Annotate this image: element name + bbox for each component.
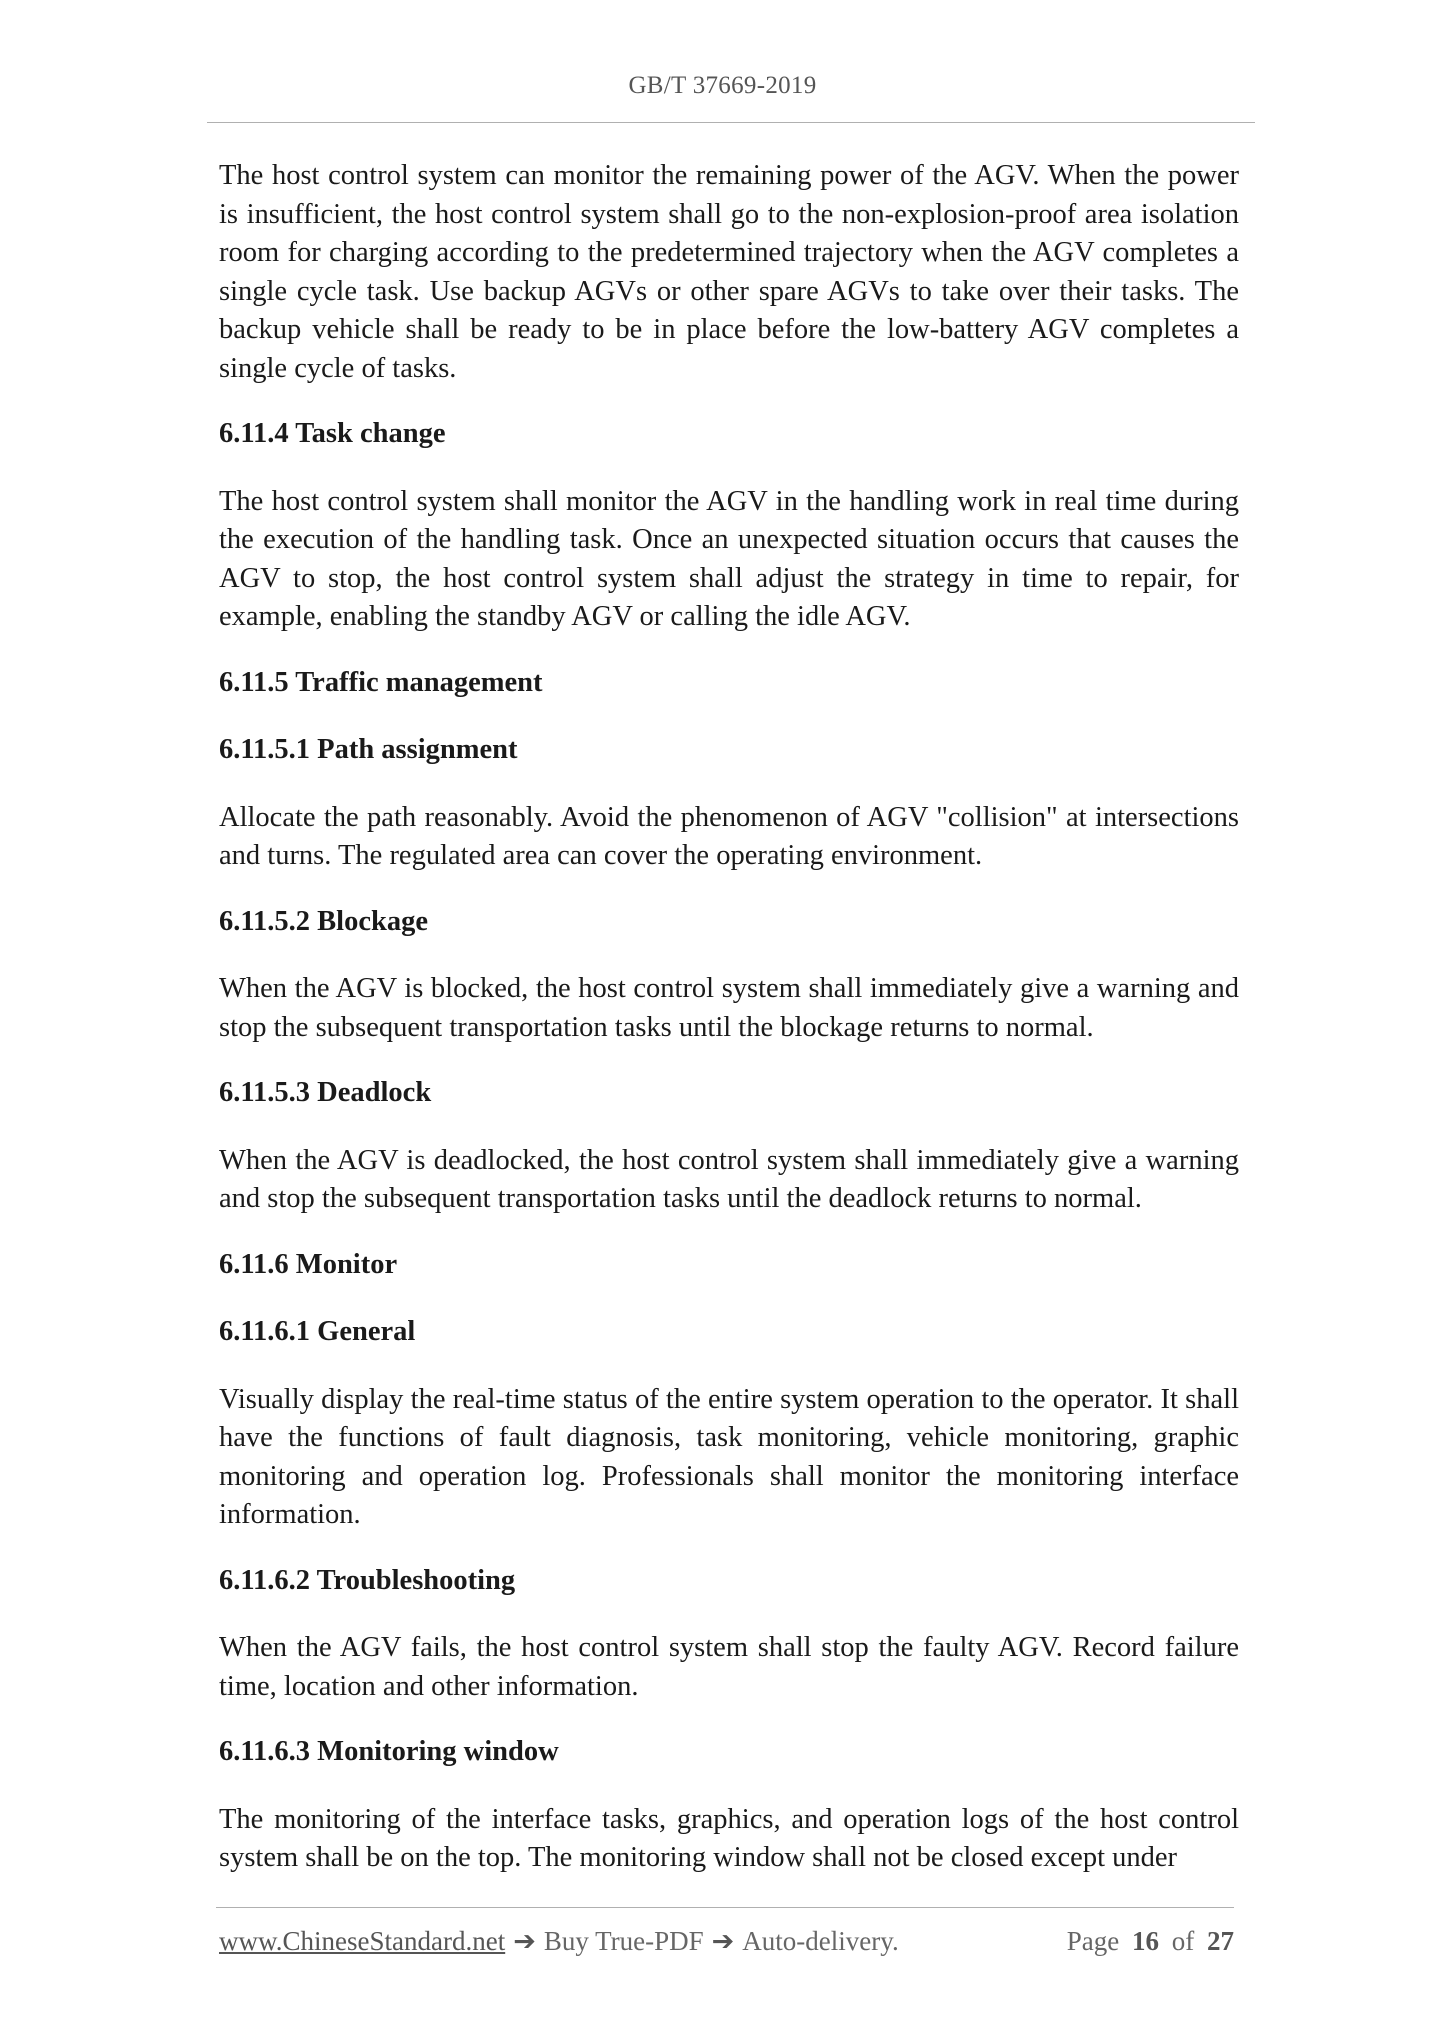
page-number [1061,1926,1234,1957]
arrow-right-icon: ➔ [711,1926,735,1956]
section-6-11-5-3-text: When the AGV is deadlocked, the host control system shall immediately give a warning and stop the subsequent transportation tasks until the deadlock returns to normal. [219,1144,1239,1214]
section-6-11-4-text: The host control system shall monitor the AGV in the handling work in real time during the execution of the handling task. Once an unexpected situation occurs that causes the AGV to stop, the host control system shall adjust the strategy in time to repair, for example, enabling the standby AGV or calling the idle AGV. [219,485,1239,632]
of-label: of [1171,1926,1195,1956]
site-link[interactable]: www.ChineseStandard.net [219,1926,506,1956]
page-current: 16 [1132,1926,1159,1956]
section-6-11-5-heading: 6.11.5 Traffic management [219,666,543,698]
section-6-11-6-heading: 6.11.6 Monitor [219,1248,398,1280]
section-6-11-5-2-heading: 6.11.5.2 Blockage [219,905,429,937]
section-6-11-5-2-text: When the AGV is blocked, the host control system shall immediately give a warning and stop the subsequent transportation tasks until the blockage returns to normal. [219,973,1239,1043]
section-6-11-6-1-text: Visually display the real-time status of the entire system operation to the operator. It shall have the functions of fault diagnosis, task monitoring, vehicle monitoring, graphic monitoring and operation log. Professionals shall monitor the monitoring interface information. [219,1383,1239,1530]
arrow-right-icon: ➔ [513,1926,536,1956]
footer-divider [216,1907,1234,1908]
section-6-11-5-1-heading: 6.11.5.1 Path assignment [219,734,518,765]
section-6-11-5-1-text: Allocate the path reasonably. Avoid the phenomenon of AGV "collision" at intersections and turns. The regulated area can cover the operating environment. [219,801,1239,871]
section-6-11-6-2-heading: 6.11.6.2 Troubleshooting [219,1564,516,1596]
section-6-11-6-1-heading: 6.11.6.1 General [219,1316,416,1347]
intro-paragraph: The host control system can monitor the remaining power of the AGV. When the power is insufficient, the host control system shall go to the non-explosion-proof area isolation room for charging according to the predetermined trajectory when the AGV completes a single cycle task. Use backup AGVs or other spare AGVs to take over their tasks. The backup vehicle shall be ready to be in place before the low-battery AGV completes a single cycle of tasks. [219,160,1239,384]
buy-pdf-text: Buy True-PDF [543,1926,704,1956]
section-6-11-4-heading: 6.11.4 Task change [219,418,446,449]
auto-delivery-text: Auto-delivery. [742,1926,899,1956]
page-footer [219,1926,1234,1957]
section-6-11-6-3-heading: 6.11.6.3 Monitoring window [219,1736,559,1767]
page-header: GB/T 37669-2019 [628,72,817,99]
header-divider [207,122,1255,123]
document-body [219,157,1239,1905]
page-total: 27 [1207,1926,1234,1956]
section-6-11-6-3-text: The monitoring of the interface tasks, graphics, and operation logs of the host control system shall be on the top. The monitoring window shall not be closed except under [219,1803,1239,1873]
section-6-11-5-3-heading: 6.11.5.3 Deadlock [219,1077,432,1108]
page-label: Page [1066,1926,1120,1956]
footer-promo [219,1926,899,1957]
section-6-11-6-2-text: When the AGV fails, the host control system shall stop the faulty AGV. Record failure time, location and other information. [219,1632,1239,1702]
